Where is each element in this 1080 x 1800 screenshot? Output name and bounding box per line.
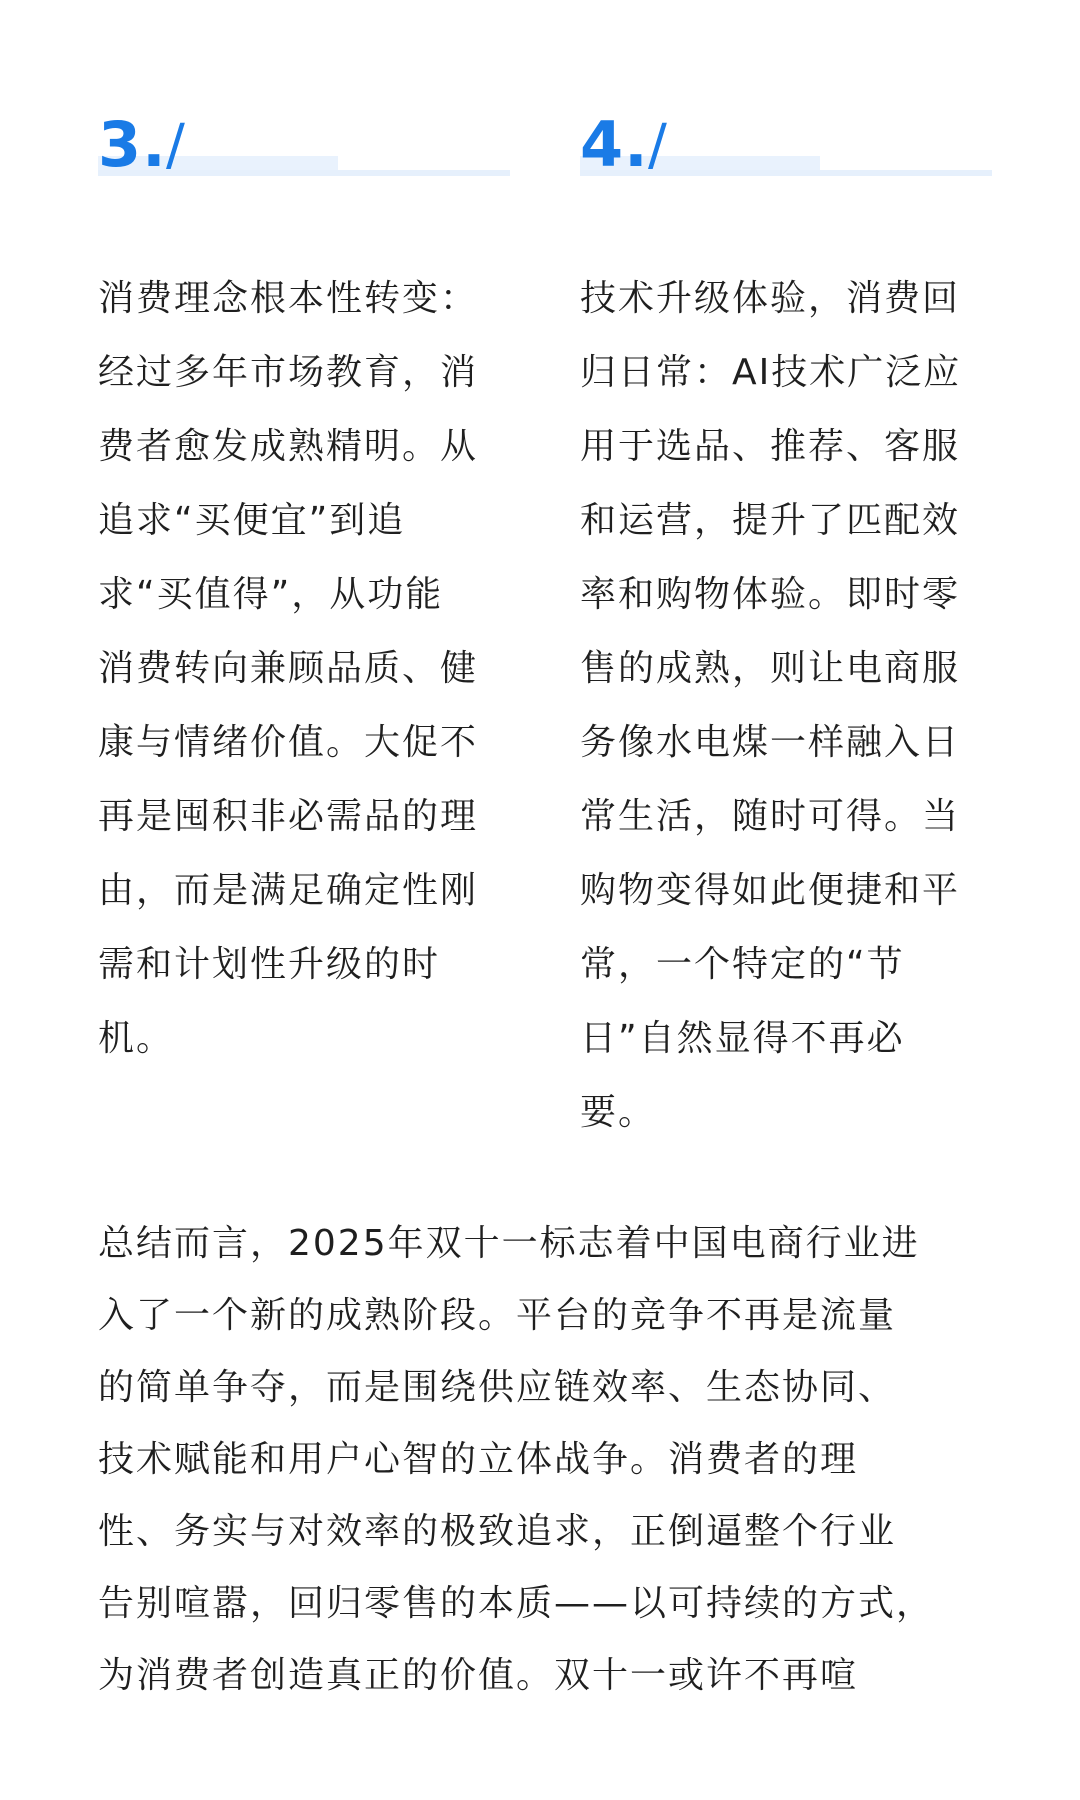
section-3-heading — [98, 110, 510, 180]
summary-paragraph: 总结而言，2025年双十一标志着中国电商行业进 入了一个新的成熟阶段。平台的竞争不再是流量 的简单争夺，而是围绕供应链效率、生态协同、 技术赋能和用户心智的立体战争。消费者的理 性、务实与对效率的极致追求，正倒逼整个行业 告别喧嚣，回归零售的本质——以可持续的方式， 为消费者创造真正的价值。双十一或许不再喧 — [98, 1223, 935, 1696]
section-4-body: 技术升级体验，消费回 归日常：AI技术广泛应 用于选品、推荐、客服 和运营，提升了匹配效 率和购物体验。即时零 售的成熟，则让电商服 务像水电煤一样融入日 常生活，随时可得。当 购物变得如此便捷和平 常，一个特定的“节 日”自然显得不再必 要。 — [580, 278, 962, 1133]
section-4-heading — [580, 110, 992, 180]
section-3-number: 3. — [98, 108, 167, 181]
section-3-body: 消费理念根本性转变： 经过多年市场教育，消 费者愈发成熟精明。从 追求“买便宜”到追 求“买值得”，从功能 消费转向兼顾品质、健 康与情绪价值。大促不 再是囤积非必需品的理 由，而是满足确定性刚 需和计划性升级的时 机。 — [98, 278, 479, 1059]
section-3 — [98, 110, 510, 1076]
section-4 — [580, 110, 992, 1150]
section-4-number: 4. — [580, 108, 649, 181]
slash-icon: / — [166, 113, 185, 178]
slash-icon: / — [648, 113, 667, 178]
